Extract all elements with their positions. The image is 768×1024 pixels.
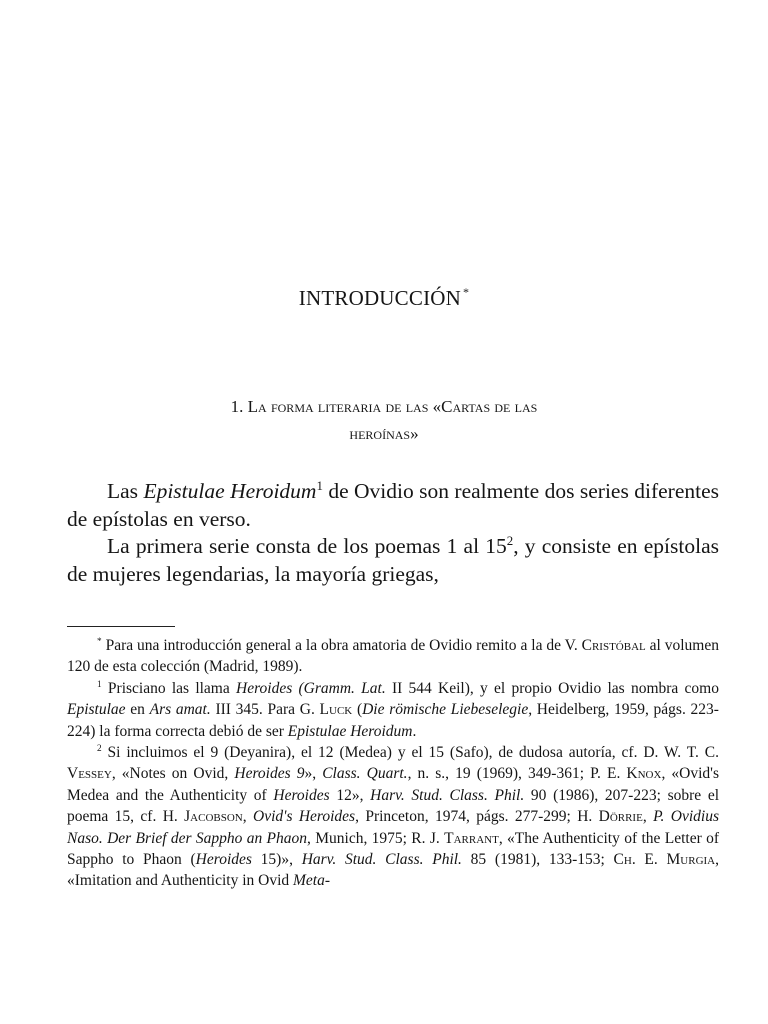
footnote-mark: 2 xyxy=(97,743,102,754)
section-number: 1. xyxy=(230,397,244,416)
italic-run: Ars amat. xyxy=(149,701,211,719)
section-heading xyxy=(0,393,768,447)
italic-title: Epistulae Heroidum xyxy=(143,479,317,503)
italic-run: Epistulae Heroidum xyxy=(287,722,413,740)
footnote-2 xyxy=(67,742,719,892)
text-run: », xyxy=(304,765,323,783)
text-run: 15)», xyxy=(251,851,302,869)
text-run: II 544 Keil), y el propio Ovidio las nombra como xyxy=(385,679,719,697)
italic-run: Heroides xyxy=(195,851,252,869)
footnote-ref: 2 xyxy=(506,533,514,548)
body-text xyxy=(67,478,719,588)
text-run: , «Imitation and Authenticity in Ovid xyxy=(67,851,720,890)
text-run: , Princeton, 1974, págs. 277-299; H. xyxy=(355,808,599,826)
italic-run: P. Ovidius Naso. Der Brief der Sappho an Phaon xyxy=(67,808,720,847)
text-run: de Ovidio son realmente dos series diferentes de epístolas en verso. xyxy=(67,479,719,531)
author-name: Tarrant xyxy=(444,829,499,847)
footnote-ref: 1 xyxy=(316,478,323,493)
author-name: Luck xyxy=(319,701,353,719)
text-run: Si incluimos el 9 (Deyanira), el 12 (Medea) y el 15 (Safo), de dudosa autoría, cf. D. W. T. C. xyxy=(101,744,719,762)
text-run: en xyxy=(125,701,150,719)
footnote-1 xyxy=(67,678,719,742)
author-name: Jacobson xyxy=(184,808,243,826)
text-run: , n. s., 19 (1969), 349-361; P. E. xyxy=(407,765,627,783)
text-run: , «Ovid's Medea and the Authenticity of xyxy=(67,765,720,804)
author-name: Ch. E. Murgia xyxy=(613,851,716,869)
italic-run: Harv. Stud. Class. Phil. xyxy=(370,786,525,804)
text-run: Las xyxy=(107,479,144,503)
text-run: , «The Authenticity of the Letter of Sappho to Phaon ( xyxy=(67,829,719,869)
text-run: , Heidelberg, 1959, págs. 223-224) la forma correcta debió de ser xyxy=(67,701,719,740)
paragraph-1 xyxy=(67,478,719,533)
text-run: 85 (1981), 133-153; xyxy=(461,851,614,869)
author-name: Dörrie xyxy=(598,808,643,826)
text-run: III 345. Para G. xyxy=(210,701,320,719)
footnote-mark: * xyxy=(97,636,102,647)
author-name: Knox xyxy=(626,765,662,783)
footnote-star xyxy=(67,635,719,678)
section-title-line-2: heroínas» xyxy=(349,424,419,443)
chapter-title xyxy=(0,285,768,311)
chapter-title-text: INTRODUCCIÓN xyxy=(298,286,462,310)
footnotes xyxy=(67,635,719,892)
author-name: Vessey xyxy=(67,765,112,783)
text-run: , xyxy=(242,808,253,826)
italic-run: Die römische Liebeselegie xyxy=(362,701,529,719)
italic-run: Meta- xyxy=(293,872,331,890)
footnote-separator xyxy=(67,626,175,627)
chapter-footnote-mark: * xyxy=(463,285,470,299)
text-run: , y consiste en epístolas de mujeres legendarias, la mayoría griegas, xyxy=(67,534,719,586)
text-run: . xyxy=(412,722,417,740)
footnote-mark: 1 xyxy=(97,679,102,690)
text-run: La primera serie consta de los poemas 1 al 15 xyxy=(107,534,507,558)
paragraph-2 xyxy=(67,533,719,588)
text-run: al volumen 120 de esta colección (Madrid, 1989). xyxy=(67,637,719,676)
italic-run: Epistulae xyxy=(67,701,126,719)
italic-run: Heroides (Gramm. Lat. xyxy=(236,679,386,697)
italic-run: Heroides xyxy=(273,786,330,804)
text-run: 90 (1986), 207-223; sobre el poema 15, cf. H. xyxy=(67,786,720,826)
text-run: Para una introducción general a la obra amatoria de Ovidio remito a la de V. xyxy=(101,637,582,654)
text-run: , Munich, 1975; R. J. xyxy=(307,829,445,847)
italic-run: Ovid's Heroides xyxy=(253,808,356,826)
text-run: 12», xyxy=(329,786,371,804)
italic-run: Harv. Stud. Class. Phil. xyxy=(301,851,462,869)
text-run: , xyxy=(642,808,654,826)
author-name: Cristóbal xyxy=(581,637,646,654)
section-title-line-1: La forma literaria de las «Cartas de las xyxy=(247,397,538,416)
text-run: , «Notes on Ovid, xyxy=(111,765,235,783)
italic-run: Class. Quart. xyxy=(322,765,408,783)
text-run: ( xyxy=(352,701,363,719)
text-run: Prisciano las llama xyxy=(101,679,236,697)
italic-run: Heroides 9 xyxy=(234,765,305,783)
